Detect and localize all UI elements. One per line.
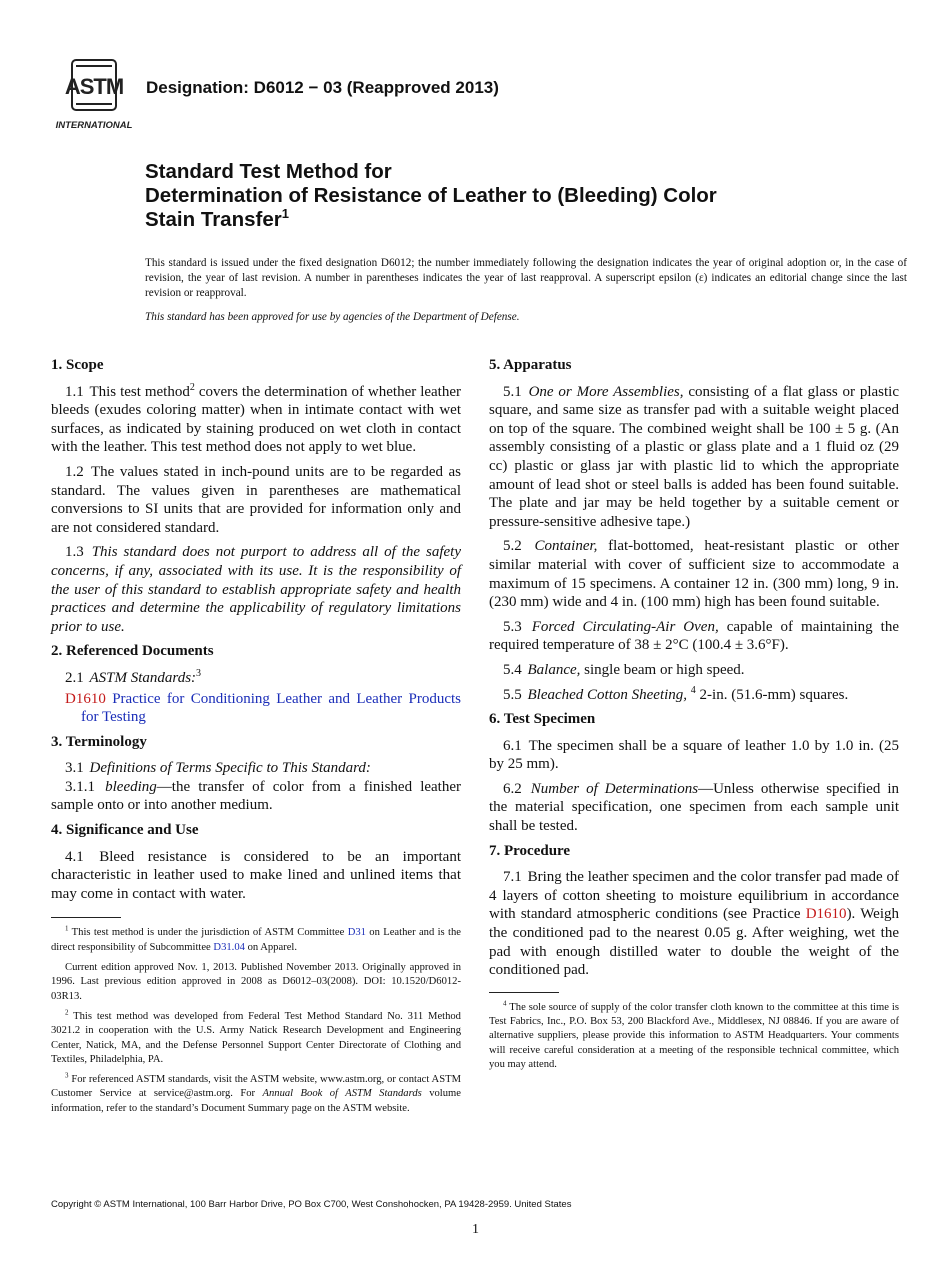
significance-heading: 4. Significance and Use [51, 822, 199, 839]
reference-code: D1610 [65, 690, 106, 707]
specimen-6-1: 6.1 The specimen shall be a square of leather 1.0 by 1.0 in. (25 by 25 mm). [489, 737, 899, 773]
page-number: 1 [472, 1222, 479, 1237]
apparatus-5-5: 5.5 Bleached Cotton Sheeting, $^4$ 2-in. (51.6-mm) squares. [503, 684, 849, 703]
terminology-heading: 3. Terminology [51, 733, 147, 750]
scope-1-3: 1.3 This standard does not purport to address all of the safety concerns, if any, associated with its use. It is the responsibility of the user of this standard to establish appropriate safety and health practices and determine the applicability of regulatory limitations prior to use. [51, 544, 462, 635]
referenced-2-1: 2.1 ASTM Standards:$^3$ [65, 667, 202, 686]
title-line-2: Determination of Resistance of Leather to (Bleeding) Color [145, 184, 717, 207]
title-line-1: Standard Test Method for [145, 160, 392, 183]
reference-d1610[interactable] [51, 690, 461, 727]
terminology-3-1-1: 3.1.1 bleeding—the transfer of color from a finished leather sample onto or into another medium. [51, 778, 462, 814]
apparatus-5-4: 5.4 Balance, single beam or high speed. [503, 661, 745, 678]
astm-logo-mark [65, 60, 123, 110]
footnote-divider-right [489, 992, 559, 993]
footnote-2: $^2$ This test method was developed from Federal Test Method Standard No. 311 Method 3021.2 in cooperation with the U.S. Army Natick Research Development and Engineering Center, Natick, MA, and the Defense Personnel Support Center Directorate of Clothing and Textiles, Philadelphia, PA. [51, 1008, 461, 1065]
footnote-4: $^4$ The sole source of supply of the color transfer cloth known to the committee at this time is Test Fabrics, Inc., P.O. Box 53, 200 Blackford Ave., Middlesex, NJ 08846. If you are aware of alternative suppliers, please provide this information to ASTM Headquarters. Your comments will receive careful consideration at a meeting of the responsible technical committee, which you may attend. [489, 999, 899, 1070]
left-column [51, 356, 461, 1122]
apparatus-heading: 5. Apparatus [489, 357, 572, 373]
scope-1-2: 1.2 The values stated in inch-pound units are to be regarded as standard. The values given in parentheses are mathematical conversions to SI units that are provided for information only and are not considered standard. [51, 463, 461, 536]
link-d1610[interactable]: D1610 [805, 906, 847, 923]
specimen-heading: 6. Test Specimen [489, 711, 596, 728]
title-line-3 [145, 208, 905, 232]
specimen-6-2: 6.2 Number of Determinations—Unless otherwise specified in the material specification, one specimen from each sample unit shall be tested. [489, 780, 899, 835]
footnote-divider [51, 917, 121, 918]
link-d31[interactable]: D31 [347, 927, 366, 939]
footnote-1-edition: Current edition approved Nov. 1, 2013. Published November 2013. Originally approved in 1996. Last previous edition approved in 2008 as D6012–03(2008). DOI: 10.1520/D6012-03R13. [51, 962, 461, 1002]
procedure-7-1: 7.1 Bring the leather specimen and the color transfer pad made of 4 layers of cotton sheeting to moisture equilibrium in accordance with standard atmospheric conditions (see Practice D1610). Weigh the conditioned pad to the nearest 0.05 g. After weighing, wet the pad with enough distilled water to double the weight of the conditioned pad. [489, 869, 900, 979]
footnote-1: $^1$ This test method is under the jurisdiction of ASTM Committee D31 on Leather and is the direct responsibility of Subcommittee D31.04 on Apparel. [51, 924, 461, 953]
reference-title: Practice for Conditioning Leather and Leather Products for Testing [81, 690, 462, 726]
scope-1-1: 1.1 This test method$^2$ covers the determination of whether leather bleeds (exudes coloring matter) when in intimate contact with wet surfaces, as indicated by staining produced on wet cloth in contact with the leather. This test method does not apply to wet blue. [51, 381, 461, 456]
logo-text: ASTM [64, 74, 124, 99]
scope-heading: 1. Scope [51, 357, 104, 373]
apparatus-5-3: 5.3 Forced Circulating-Air Oven, capable of maintaining the required temperature of 38 ± 2°C (100.4 ± 3.6°F). [489, 618, 900, 654]
right-column [489, 356, 899, 1078]
significance-4-1: 4.1 Bleed resistance is considered to be an important characteristic in leather used to make lined and unlined items that may come in contact with water. [51, 848, 461, 902]
logo-subtext: INTERNATIONAL [55, 120, 133, 131]
apparatus-5-1: 5.1 One or More Assemblies, consisting of a flat glass or plastic square, and same size as transfer pad with a suitable weight placed on top of the square. The combined weight shall be 100 ± 5 g. (An assembly consisting of a plastic or glass plate and a 1 fluid oz (29 cc) plastic or glass jar with plastic lid to which the appropriate amount of lead shot or steel balls is added has been found suitable. The plate and jar may be held together by a suitable cement or pressure-sensitive adhesive tape.) [489, 383, 899, 530]
apparatus-5-2: 5.2 Container, flat-bottomed, heat-resistant plastic or other similar material with cover of sufficient size to accommodate a maximum of 15 specimens. A container 12 in. (300 mm) long, 9 in. (230 mm) wide and 4 in. (100 mm) high has been found suitable. [489, 538, 899, 611]
link-d31-04[interactable]: D31.04 [213, 941, 245, 953]
title-line-3-text: Stain Transfer [145, 208, 282, 231]
designation: Designation: D6012 − 03 (Reapproved 2013) [146, 78, 499, 97]
intro-paragraph: This standard is issued under the fixed designation D6012; the number immediately following the designation indicates the year of original adoption or, in the case of revision, the year of last revision. A number in parentheses indicates the year of last reapproval. A superscript epsilon (ε) indicates an editorial change since the last revision or reapproval. [145, 257, 907, 299]
dod-note: This standard has been approved for use by agencies of the Department of Defense. [145, 311, 520, 323]
referenced-heading: 2. Referenced Documents [51, 643, 214, 660]
footnote-3: $^3$ For referenced ASTM standards, visit the ASTM website, www.astm.org, or contact ASTM Customer Service at service@astm.org. For Annual Book of ASTM Standards volume information, refer to the standard’s Document Summary page on the ASTM website. [51, 1071, 461, 1114]
astm-logo [54, 58, 134, 134]
copyright: Copyright © ASTM International, 100 Barr Harbor Drive, PO Box C700, West Conshohocken, PA 19428-2959. United States [51, 1199, 572, 1210]
procedure-heading: 7. Procedure [489, 842, 571, 859]
title-footnote-mark: 1 [281, 206, 289, 222]
terminology-3-1: 3.1 Definitions of Terms Specific to This Standard: [65, 760, 371, 777]
document-title [145, 160, 905, 232]
